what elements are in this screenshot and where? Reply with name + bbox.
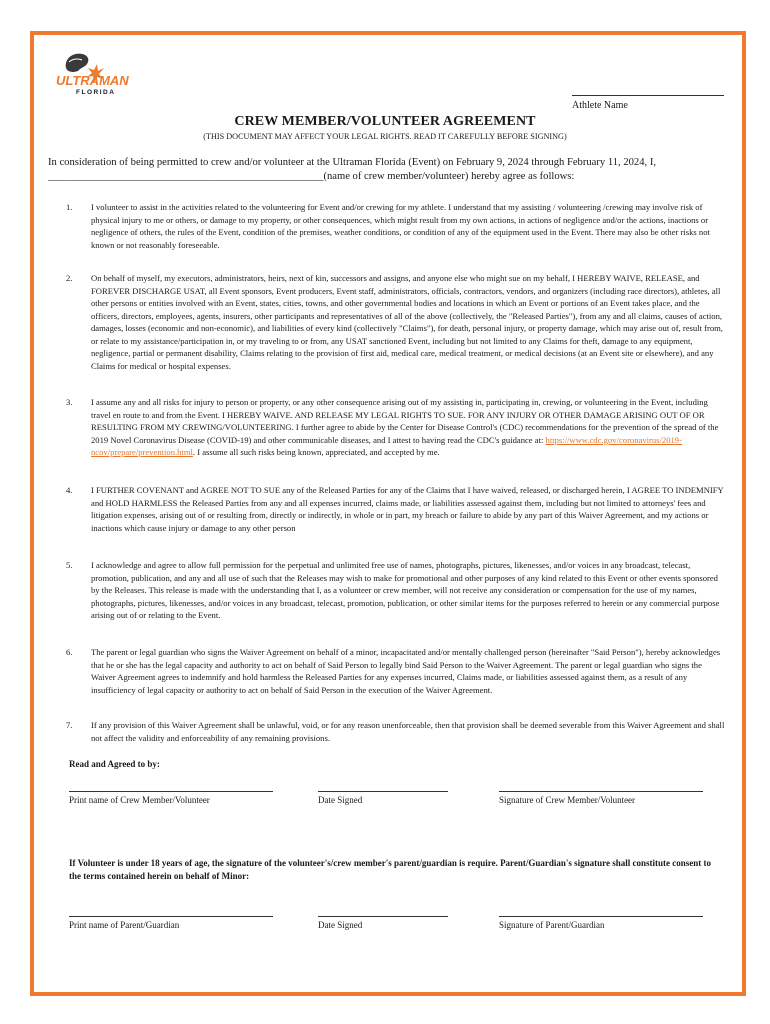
- clause-3-body: I assume any and all risks for injury to person or property, or any other consequence arising out of my assisting in, participating in, crewing, or volunteering in the Event, including travel en route to and from the Event. I HEREBY WAIVE. AND RELEASE MY LEGAL RIGHTS TO SUE. FOR ANY INJURY OR OTHER DAMAGE ARISING OUT OF OR RESULTING FROM MY CREWING/VOLUNTEERING. I further agree to abide by the Center for Disease Control's (CDC) recommendations for the prevention of the spread of the 2019 Novel Coronavirus Disease (COVID-19) and other communicable diseases, and I attest to having read the CDC's guidance at:: [91, 397, 719, 445]
- cdc-guidance-link[interactable]: https://www.cdc.gov/coronavirus/2019-ncov/prepare/prevention.html: [91, 434, 682, 457]
- clause-text: The parent or legal guardian who signs the Waiver Agreement on behalf of a minor, incapacitated and/or mentally challenged person (hereinafter "Said Person"), hereby acknowledges that he or she has the legal capacity and authority to act on behalf of Said Person to legally bind Said Person to the Waiver Agreement. The parent or legal guardian who signs the Waiver Agreement agrees to indemnify and hold harmless the Released Parties for any expenses incurred, Claims made, or liabilities assessed against them, as a result of any insufficiency of legal capacity or authority to act on behalf of Said Person in the execution of the Waiver Agreement.: [91, 647, 721, 695]
- crew-date-label: Date Signed: [318, 795, 363, 805]
- athlete-name-line[interactable]: [572, 95, 724, 96]
- ultraman-florida-logo: [54, 50, 134, 98]
- page-subtitle: (THIS DOCUMENT MAY AFFECT YOUR LEGAL RIGHTS. READ IT CAREFULLY BEFORE SIGNING): [203, 132, 567, 141]
- guardian-print-name-line[interactable]: [69, 916, 273, 917]
- crew-date-line[interactable]: [318, 791, 448, 792]
- clause-3-tail: . I assume all such risks being known, appreciated, and accepted by me.: [192, 447, 440, 457]
- guardian-signature-label: Signature of Parent/Guardian: [499, 920, 605, 930]
- clause-number: 4.: [66, 485, 73, 495]
- crew-signature-label: Signature of Crew Member/Volunteer: [499, 795, 636, 805]
- clause-number: 7.: [66, 720, 73, 730]
- logo-subtext: FLORIDA: [76, 89, 116, 96]
- crew-print-name-label: Print name of Crew Member/Volunteer: [69, 795, 210, 805]
- clause-text: I FURTHER COVENANT and AGREE NOT TO SUE any of the Released Parties for any of the Claims that I have waived, released, or discharged herein, I AGREE TO INDEMNIFY and HOLD HARMLESS the Released Parties from any and all expenses incurred, claims made, or liabilities assessed against them, including but not limited to attorneys' fees and litigation expenses, arising out of or resulting from, directly or indirectly, in whole or in part, my breach or failure to abide by any part of this Waiver Agreement, and my actions or inactions which cause injury or damage to any other person: [91, 485, 724, 533]
- clause-number: 1.: [66, 202, 73, 212]
- page-title: CREW MEMBER/VOLUNTEER AGREEMENT: [234, 114, 536, 129]
- guardian-date-line[interactable]: [318, 916, 448, 917]
- read-agreed-heading: Read and Agreed to by:: [69, 759, 160, 769]
- clause-number: 2.: [66, 273, 73, 283]
- clause-number: 6.: [66, 647, 73, 657]
- minor-guardian-note: If Volunteer is under 18 years of age, the signature of the volunteer's/crew member's parent/guardian is require. Parent/Guardian's signature shall constitute consent to the terms contained herein on behalf of Minor:: [69, 858, 711, 881]
- clause-text: On behalf of myself, my executors, administrators, heirs, next of kin, successors and assigns, and anyone else who might sue on my behalf, I HEREBY WAIVE, RELEASE, and FOREVER DISCHARGE USAT, all Event sponsors, Event producers, Event staff, administrators, officials, contractors, vendors, and organizers (including race directors), athletes, all other persons or entities involved with an Event, states, cities, towns, and other governmental bodies and locations in which an Event or portions of an Event takes place, and the officers, directors, employees, agents, insurers, other participants and representatives of all of the above (collectively, the "Released Parties"), from any and all claims, causes of action, damages, losses (economic and non-economic), and liabilities of every kind (collectively "Claims"), for death, personal injury, or property damage, which may arise out of, result from, or relate to my assistance/participation in, or my traveling to or from, any USAT sanctioned Event, including but not limited to any Claims for theft, damage to any equipment, negligence, partial or permanent disability, Claims relating to the provision of first aid, medical care, medical treatment, or medical decisions (at an Event site or elsewhere), and any Claims for medical or hospital expenses.: [91, 273, 723, 371]
- logo-text: ULTRAMAN: [56, 73, 129, 88]
- crew-print-name-line[interactable]: [69, 791, 273, 792]
- intro-paragraph: In consideration of being permitted to crew and/or volunteer at the Ultraman Florida (Event) on February 9, 2024 through February 11, 2024, I, ____________________________________________________(name of crew member/volunteer) hereby agree as follows:: [48, 157, 656, 182]
- crew-signature-line[interactable]: [499, 791, 703, 792]
- clause-text: I acknowledge and agree to allow full permission for the perpetual and unlimited free use of names, photographs, pictures, likenesses, and/or voices in any broadcast, telecast, promotion, publication, and any and all use of such that the Releases may wish to make for promotional and other purposes of any kind related to this Event or other events sponsored by the Releases. This release is made with the understanding that I, as a volunteer or crew member, will not receive any consideration or compensation for the use of my names, photographs, pictures, likenesses, and/or voices in any broadcast, telecast, promotion, publication, or other similar items for the purposes referred to herein or any commercial purpose arising out of or relating to the Event.: [91, 560, 720, 620]
- athlete-name-label: Athlete Name: [572, 100, 628, 111]
- clause-text: [91, 396, 728, 459]
- guardian-print-name-label: Print name of Parent/Guardian: [69, 920, 180, 930]
- guardian-date-label: Date Signed: [318, 920, 363, 930]
- clause-text: If any provision of this Waiver Agreement shall be unlawful, void, or for any reason unenforceable, then that provision shall be deemed severable from this Waiver Agreement and shall not affect the validity and enforceability of any remaining provisions.: [91, 720, 725, 743]
- clause-text: I volunteer to assist in the activities related to the volunteering for Event and/or crewing for my athlete. I understand that my assisting / volunteering /crewing may involve risk of physical injury to me or others, or damage to my property, or other consequences, which might result from my own actions, in actions of negligence and/or the actions, inactions or negligence of others, the rules of the Event, condition of the premises, weather conditions, or condition of any of the equipment used in the Event. There may also be other risks not known or not reasonably foreseeable.: [91, 202, 710, 250]
- guardian-signature-line[interactable]: [499, 916, 703, 917]
- clause-number: 5.: [66, 560, 73, 570]
- clause-number: 3.: [66, 397, 73, 407]
